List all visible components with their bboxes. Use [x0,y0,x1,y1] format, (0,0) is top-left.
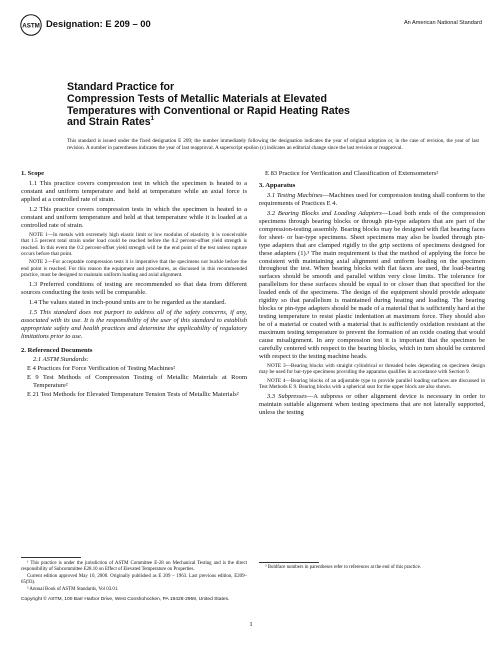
astm-logo [20,14,42,36]
paragraph-1-2: 1.2 This practice covers compression tests in which the specimen is heated to a constant and uniform temperature and held at that temperature while it is loaded at a controlled rate of strain. [21,205,247,229]
reference-item: E 4 Practices for Force Verification of Testing Machines² [27,365,176,373]
title-line-2: Compression Tests of Metallic Materials at Elevated [67,92,328,105]
reference-item: E 21 Test Methods for Elevated Temperature Tension Tests of Metallic Materials² [27,391,239,399]
footnote-1-edition: Current edition approved May 10, 2000. Originally published as E 209 – 1963. Last previous edition, E209–65(93). [21,574,247,586]
title-line-3: Temperatures with Conventional or Rapid Heating Rates [67,104,350,117]
section-heading-scope: 1. Scope [21,170,45,177]
page-number: 1 [249,621,253,628]
paragraph-3-1: 3.1 Testing Machines—Machines used for compression testing shall conform to the requirements of Practices E 4. [259,191,485,207]
reference-item: E 83 Practice for Verification and Classification of Extensometers² [265,170,439,177]
section-heading-references: 2. Referenced Documents [21,346,93,354]
right-column [259,170,485,419]
designation: Designation: E 209 – 00 [46,18,151,29]
note-4: NOTE 4—Bearing blocks of an adjustable type to provide parallel loading surfaces are discussed in Test Methods E 9. Bearing blocks with a spherical seat for the upper block are also shown. [259,377,485,391]
svg-text:ASTM: ASTM [22,22,40,30]
section-heading-apparatus: 3. Apparatus [259,181,296,189]
note-1: NOTE 1—In metals with extremely high elastic limit or low modulus of elasticity it is conceivable that 1.5 percent total strain under load could be reached before the 0.2 percent-offset yield strength is reached. In this event the 0.2 percent-offset yield strength will be the end point of the test unless rupture occurs before that point. [21,231,247,258]
note-3: NOTE 3—Bearing blocks with straight cylindrical or threaded holes depending on specimen design may be used for bar-type specimens providing the apparatus qualifies in accordance with Section 9. [259,362,485,376]
copyright-notice: Copyright © ASTM, 100 Barr Harbor Drive, West Conshohocken, PA 19428-2959, United States. [21,597,230,602]
paragraph-1-3: 1.3 Preferred conditions of testing are recommended so that data from different sources conducting the tests will be comparable. [21,280,247,296]
title-line-1: Standard Practice for [67,81,175,93]
title-line-4: and Strain Rates$^1$ [67,116,154,129]
left-column [21,170,247,400]
national-standard-label: An American National Standard [403,20,482,26]
paragraph-1-1: 1.1 This practice covers compression test in which the specimen is heated to a constant and uniform temperature and held at temperature while an axial force is applied at a controlled rate of strain. [21,179,247,203]
references-subheading: 2.1 ASTM Standards: [33,356,89,364]
note-2: NOTE 2—For acceptable compression tests it is imperative that the specimens not buckle before the end point is reached. For this reason the equipment and procedures, as discussed in this recommended practice, must be designed to maintain uniform loading and axial alignment. [21,259,247,279]
reference-item: E 9 Test Methods of Compression Testing of Metallic Materials at Room Temperature² [27,374,247,390]
paragraph-1-4: 1.4 The values stated in inch-pound units are to be regarded as the standard. [29,298,227,306]
paragraph-1-5: 1.5 This standard does not purport to address all of the safety concerns, if any, associated with its use. It is the responsibility of the user of this standard to establish appropriate safety and health practices and determine the applicability of regulatory limitations prior to use. [21,308,247,340]
footnote-1: ¹ This practice is under the jurisdiction of ASTM Committee E-28 on Mechanical Testing and is the direct responsibility of Subcommittee E28.10 on Effect of Elevated Temperature on Properties. [21,561,247,573]
footnotes-left [21,561,247,594]
document-title [67,82,467,129]
footnote-2: ² Annual Book of ASTM Standards, Vol 03.01. [27,587,119,593]
footnote-divider [21,557,81,558]
issuance-statement: This standard is issued under the fixed designation E 209; the number immediately following the designation indicates the year of original adoption or, in the case of revision, the year of last revision. A number in parentheses indicates the year of last reapproval. A superscript epsilon (ε) indicates an editorial change since the last revision or reapproval. [67,138,479,151]
paragraph-3-3: 3.3 Subpresses—A subpress or other alignment device is necessary in order to maintain suitable alignment when testing specimens that are not laterally supported, unless the testing [259,392,485,416]
footnote-divider [259,562,319,563]
paragraph-3-2: 3.2 Bearing Blocks and Loading Adapters—Load both ends of the compression specimens through bearing blocks or through pin-type adapters that are part of the compression-testing assembly. Bearing blocks may be designed with flat bearing faces for sheet- or bar-type specimens. Sheet specimens may also be loaded through pin-type adapters that are clamped rigidly to the grip sections of specimens designed for these adapters (1).³ The main requirement is that the method of applying the force be consistent with maintaining axial alignment and uniform loading on the specimen throughout the test. When bearing blocks with flat faces are used, the load-bearing surfaces should be smooth and parallel within very close limits. The tolerance for parallelism for these surfaces should be equal to or closer than that specified for the loaded ends of the specimens. The design of the equipment should provide adequate rigidity so that parallelism is maintained during heating and loading. The bearing blocks or pin-type adapters should be made of a material that is sufficiently hard at the testing temperature to resist plastic indentation at maximum force. They should also be of a material or coated with a material that is sufficiently oxidation resistant at the maximum testing temperature to prevent the formation of an oxide coating that would cause misalignment. In any compression test it is important that the specimen be carefully centered with respect to the bearing blocks, which in turn should be centered with respect to the testing machine heads. [259,209,485,360]
footnote-3: ³ Boldface numbers in parentheses refer to references at the end of this practice. [265,565,421,570]
